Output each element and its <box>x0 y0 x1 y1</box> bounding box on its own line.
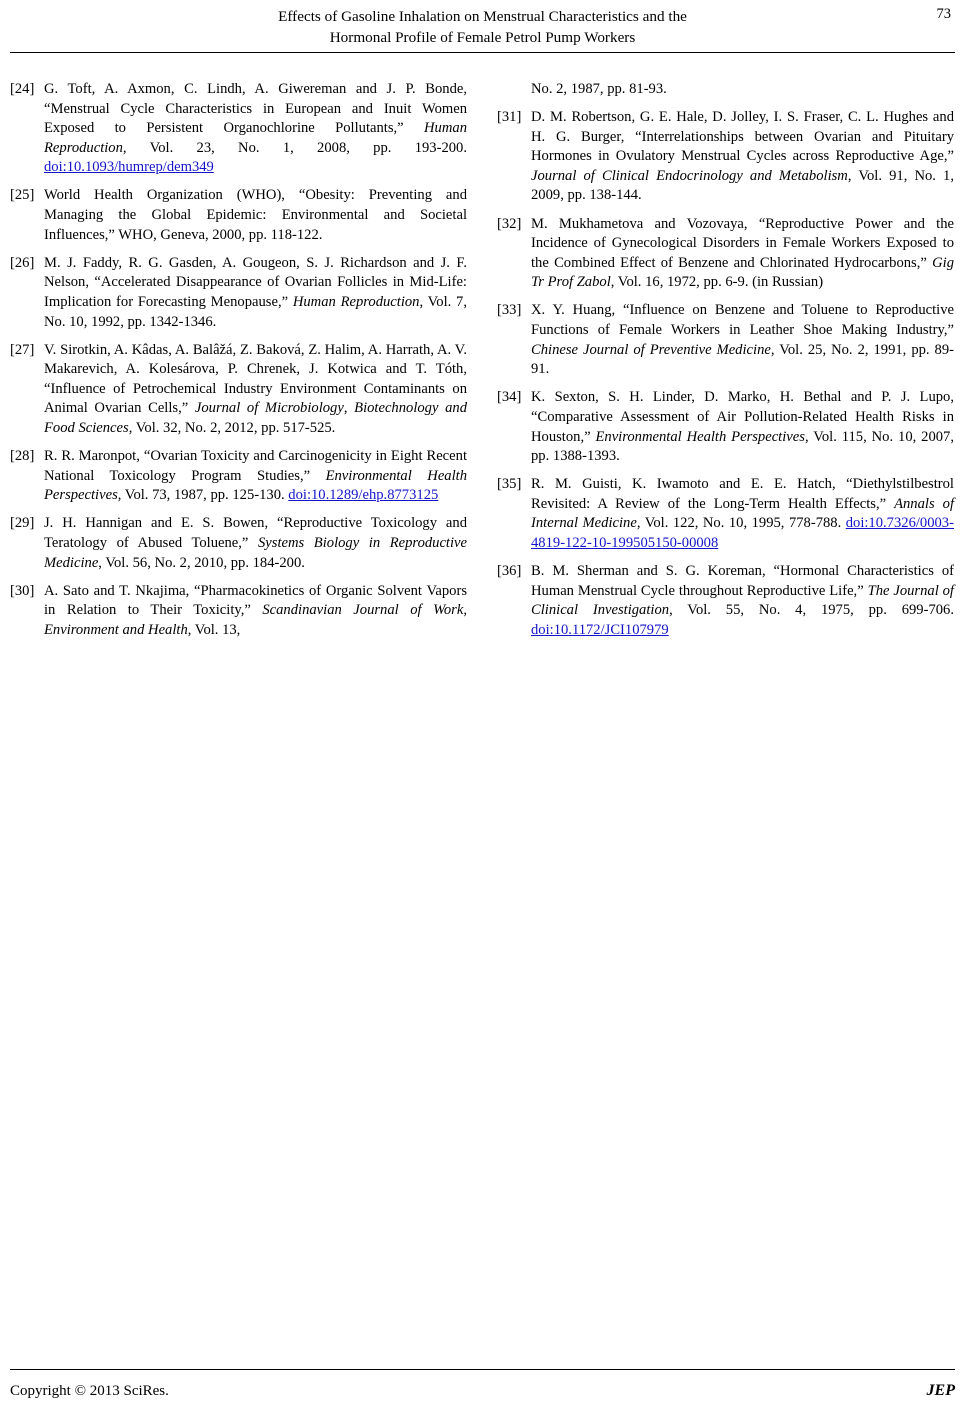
reference-source-title: Biotechnology and Food Sciences <box>44 400 467 436</box>
reference-entry <box>497 80 954 100</box>
journal-abbreviation: JEP <box>926 1382 955 1399</box>
reference-source-title: Annals of Internal Medicine <box>531 495 954 532</box>
reference-text-span: , <box>463 602 467 619</box>
reference-source-title: Environmental Health Perspectives <box>44 467 467 504</box>
reference-text-span: D. M. Robertson, G. E. Hale, D. Jolley, I. S. Fraser, C. L. Hughes and H. G. Burger, “Interrelationships between Ovarian and Pituitary Hormones in Ovulatory Menstrual Cycles across Reproductive Age,” <box>531 109 954 165</box>
reference-text <box>531 80 954 100</box>
reference-text <box>531 388 954 466</box>
reference-text-span: , Vol. 23, No. 1, 2008, pp. 193-200. <box>122 139 467 156</box>
reference-number: [26] <box>10 254 35 271</box>
doi-link[interactable]: doi:10.1093/humrep/dem349 <box>44 159 214 176</box>
reference-entry <box>497 475 954 553</box>
reference-text-span: B. M. Sherman and S. G. Koreman, “Hormonal Characteristics of Human Menstrual Cycle throughout Reproductive Life,” <box>531 563 954 599</box>
reference-source-title: Journal of Microbiology <box>194 400 344 417</box>
reference-text-span: No. 2, 1987, pp. 81-93. <box>531 81 667 97</box>
reference-text <box>44 447 467 506</box>
reference-entry <box>497 301 954 379</box>
reference-source-title: Gig Tr Prof Zabol <box>531 254 954 291</box>
reference-text-span: X. Y. Huang, “Influence on Benzene and Toluene to Reproductive Functions of Female Workers in Leather Shoe Making Industry,” <box>531 302 954 339</box>
reference-entry <box>497 108 954 206</box>
reference-text-span: , <box>343 400 355 417</box>
reference-source-title: Human Reproduction <box>44 120 467 156</box>
reference-entry <box>10 341 467 439</box>
reference-entry <box>10 514 467 573</box>
reference-source-title: Systems Biology in Reproductive Medicine <box>44 534 467 571</box>
reference-text <box>44 582 467 641</box>
reference-column-left <box>10 80 467 649</box>
reference-number: [34] <box>497 389 522 406</box>
reference-source-title: Human Reproduction <box>292 293 420 310</box>
page-footer <box>10 1382 955 1400</box>
reference-text-span: , Vol. 16, 1972, pp. 6-9. (in Russian) <box>610 274 824 291</box>
header-divider <box>10 52 955 53</box>
reference-source-title: Journal of Clinical Endocrinology and Metabolism <box>531 167 848 184</box>
reference-entry <box>10 582 467 641</box>
running-head-title <box>0 6 965 48</box>
running-head <box>0 0 965 48</box>
reference-text-span: , Vol. 73, 1987, pp. 125-130. <box>117 487 289 504</box>
reference-number: [24] <box>10 81 35 97</box>
reference-entry <box>10 186 467 245</box>
reference-number: [33] <box>497 302 522 319</box>
reference-number: [30] <box>10 582 35 599</box>
reference-text <box>531 301 954 379</box>
reference-text <box>44 254 467 332</box>
reference-text-span: , Vol. 7, No. 10, 1992, pp. 1342-1346. <box>44 293 468 330</box>
reference-text <box>44 341 467 439</box>
reference-text-span: J. H. Hannigan and E. S. Bowen, “Reproductive Toxicology and Teratology of Abused Toluene,” <box>44 515 467 551</box>
reference-text-span: R. M. Guisti, K. Iwamoto and E. E. Hatch, “Diethylstilbestrol Revisited: A Review of the Long-Term Health Effects,” <box>531 476 954 512</box>
reference-text <box>531 562 954 640</box>
footer-divider <box>10 1369 955 1370</box>
reference-text <box>531 475 954 553</box>
reference-source-title: Environment and Health <box>44 621 188 638</box>
reference-text-span: , Vol. 25, No. 2, 1991, pp. 89-91. <box>531 341 955 378</box>
reference-number: [27] <box>10 341 35 358</box>
reference-entry <box>10 80 467 178</box>
reference-text-span: K. Sexton, S. H. Linder, D. Marko, H. Bethal and P. J. Lupo, “Comparative Assessment of Air Pollution-Related Health Risks in Houston,” <box>531 389 954 445</box>
running-head-line-1: Effects of Gasoline Inhalation on Menstrual Characteristics and the <box>278 8 687 25</box>
reference-text <box>44 80 467 178</box>
reference-text-span: , Vol. 91, No. 1, 2009, pp. 138-144. <box>531 167 954 204</box>
reference-number <box>497 80 531 100</box>
reference-source-title: The Journal of Clinical Investigation <box>531 582 954 619</box>
reference-entry <box>497 215 954 293</box>
reference-number: [29] <box>10 515 35 532</box>
reference-text-span: , Vol. 115, No. 10, 2007, pp. 1388-1393. <box>531 428 954 465</box>
reference-source-title: Scandinavian Journal of Work <box>262 602 464 619</box>
reference-source-title: Chinese Journal of Preventive Medicine <box>531 341 771 358</box>
reference-text-span: , Vol. 122, No. 10, 1995, 778-788. <box>636 515 846 532</box>
reference-text-span: , Vol. 55, No. 4, 1975, pp. 699-706. <box>669 602 954 619</box>
reference-text <box>44 186 467 245</box>
reference-number: [36] <box>497 563 522 580</box>
reference-text-span: M. Mukhametova and Vozovaya, “Reproductive Power and the Incidence of Gynecological Disorders in Female Workers Exposed to the Combined Effect of Benzene and Chlorinated Hydrocarbons,” <box>531 215 954 271</box>
copyright-text: Copyright © 2013 SciRes. <box>10 1383 169 1399</box>
reference-text-span: G. Toft, A. Axmon, C. Lindh, A. Giwereman and J. P. Bonde, “Menstrual Cycle Characteristics in European and Inuit Women Exposed to Persistent Organochlorine Pollutants,” <box>44 81 467 137</box>
reference-entry <box>497 562 954 640</box>
reference-column-right <box>497 80 954 649</box>
reference-text-span: , Vol. 13, <box>187 621 241 638</box>
reference-text-span: , Vol. 56, No. 2, 2010, pp. 184-200. <box>98 554 305 571</box>
reference-entry <box>497 388 954 466</box>
reference-columns <box>10 80 955 649</box>
reference-text-span: , Vol. 32, No. 2, 2012, pp. 517-525. <box>128 420 336 436</box>
running-head-line-2: Hormonal Profile of Female Petrol Pump Workers <box>329 29 636 46</box>
reference-number: [31] <box>497 109 522 126</box>
reference-entry <box>10 254 467 332</box>
doi-link[interactable]: doi:10.7326/0003-4819-122-10-199505150-00008 <box>531 515 954 551</box>
reference-number: [32] <box>497 215 522 232</box>
doi-link[interactable]: doi:10.1172/JCI107979 <box>531 621 669 638</box>
reference-source-title: Environmental Health Perspectives <box>595 428 805 445</box>
reference-text <box>531 215 954 293</box>
page-number: 73 <box>936 6 951 22</box>
reference-number: [28] <box>10 448 35 465</box>
reference-text <box>44 514 467 573</box>
reference-text-span: World Health Organization (WHO), “Obesity: Preventing and Managing the Global Epidemic: Environmental and Societal Influences,” WHO, Geneva, 2000, pp. 118-122. <box>44 187 467 243</box>
reference-entry <box>10 447 467 506</box>
reference-number: [35] <box>497 476 522 493</box>
reference-text <box>531 108 954 206</box>
reference-text-span: M. J. Faddy, R. G. Gasden, A. Gougeon, S. J. Richardson and J. F. Nelson, “Accelerated Disappearance of Ovarian Follicles in Mid-Life: Implication for Forecasting Menopause,” <box>44 254 467 310</box>
reference-text-span: V. Sirotkin, A. Kâdas, A. Balâžá, Z. Baková, Z. Halim, A. Harrath, A. V. Makarevich, A. Kolesárova, P. Chrenek, J. Kotwica and T. Tóth, “Influence of Petrochemical Industry Environment Contaminants on Animal Ovarian Cells,” <box>44 341 467 417</box>
reference-number: [25] <box>10 187 35 204</box>
reference-text-span: A. Sato and T. Nkajima, “Pharmacokinetics of Organic Solvent Vapors in Relation to Their Toxicity,” <box>44 582 467 619</box>
doi-link[interactable]: doi:10.1289/ehp.8773125 <box>288 487 439 504</box>
reference-text-span: R. R. Maronpot, “Ovarian Toxicity and Carcinogenicity in Eight Recent National Toxicology Program Studies,” <box>44 448 467 484</box>
